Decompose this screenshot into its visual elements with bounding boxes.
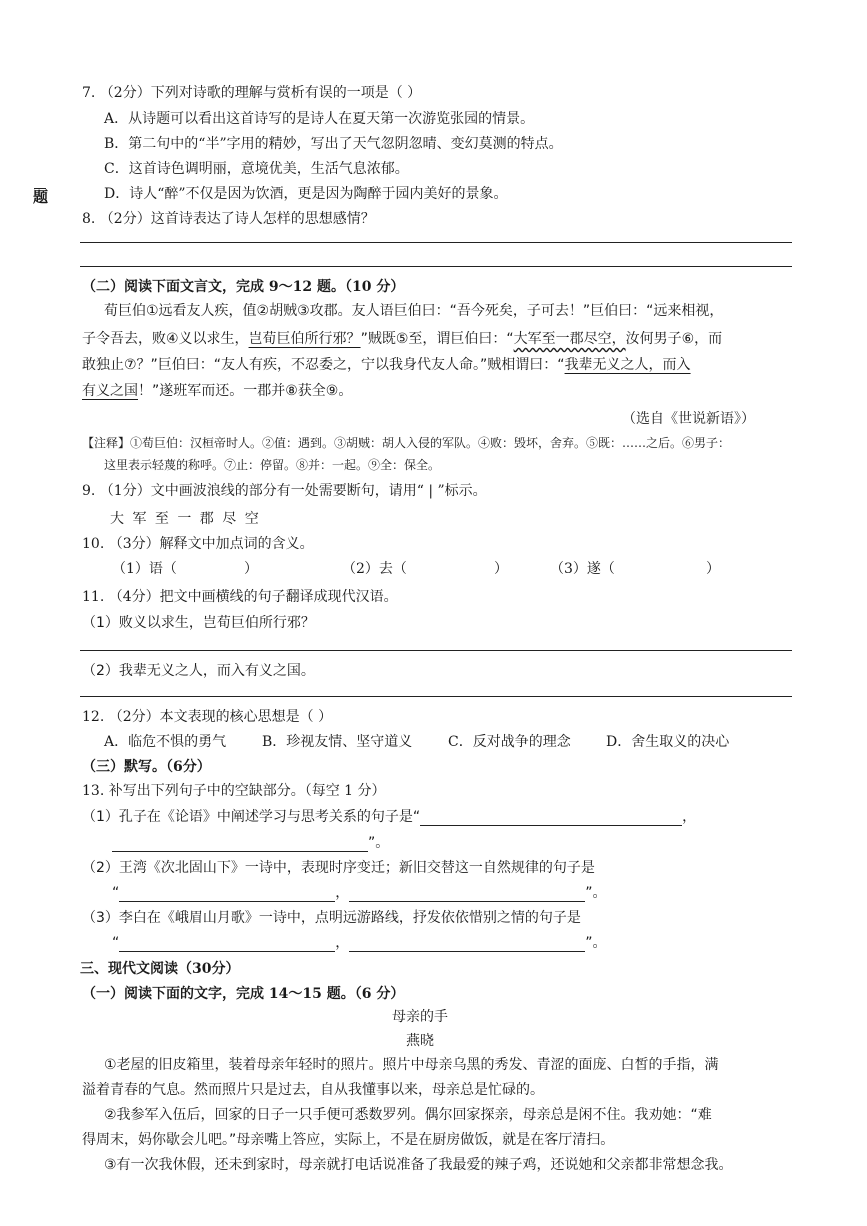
- passage-text: 汝何男子⑥，而: [625, 331, 723, 347]
- passage-text: ！”遂班军而还。一郡并⑧获全⑨。: [138, 383, 353, 399]
- section3-heading: （三）默写。（6分）: [82, 759, 211, 775]
- q13-blank-3[interactable]: [119, 900, 335, 902]
- q12-option-c: C．反对战争的理念: [448, 734, 571, 750]
- underlined-sentence-2b: 有义之国: [82, 383, 138, 399]
- closing-quote: ”。: [368, 835, 390, 851]
- q13-blank-4[interactable]: [349, 900, 585, 902]
- article-p3-line1: ③有一次我休假，还未到家时，母亲就打电话说准备了我最爱的辣子鸡，还说她和父亲都非常想念我。: [104, 1157, 733, 1173]
- article-p2-line2: 得周末，妈你歇会儿吧。”母亲嘴上答应，实际上，不是在厨房做饭，就是在客厅清扫。: [82, 1132, 615, 1148]
- passage-line-2: [82, 328, 722, 348]
- article-p1-line1: ①老屋的旧皮箱里，装着母亲年轻时的照片。照片中母亲乌黑的秀发、青涩的面庞、白皙的手指，满: [104, 1057, 719, 1073]
- comma: ，: [335, 885, 350, 901]
- q10-item-1-close: ）: [244, 561, 258, 577]
- q13-blank-1[interactable]: [420, 824, 682, 826]
- underlined-sentence-2a: 我辈无义之人，而入: [564, 357, 691, 373]
- closing-quote: ”。: [585, 935, 607, 951]
- closing-quote: ”。: [585, 885, 607, 901]
- section2-heading: （二）阅读下面文言文，完成 9～12 题。（10 分）: [82, 279, 405, 295]
- q10-item-2: （2）去（: [342, 561, 407, 577]
- article-author: 燕晓: [406, 1033, 434, 1049]
- passage-line-4: [82, 380, 352, 400]
- q10-item-1: （1）语（: [112, 561, 177, 577]
- passage-line-3: [82, 354, 691, 374]
- part3-heading: 三、现代文阅读（30分）: [80, 961, 240, 977]
- q12-option-b: B．珍视友情、坚守道义: [262, 734, 413, 750]
- article-p2-line1: ②我参军入伍后，回家的日子一只手便可悉数罗列。偶尔回家探亲，母亲总是闲不住。我劝她：“难: [104, 1107, 712, 1123]
- q8-answer-line[interactable]: [80, 242, 792, 243]
- passage-text: ”贼既⑤至，谓巨伯曰：“: [360, 331, 514, 347]
- q10-item-3: （3）遂（: [550, 561, 615, 577]
- q11-answer-line-1[interactable]: [80, 650, 792, 651]
- q11-sentence-1: （1）败义以求生，岂荀巨伯所行邪？: [82, 615, 315, 631]
- q8-stem: 8. （2分）这首诗表达了诗人怎样的思想感情？: [82, 211, 375, 227]
- margin-text: 题: [31, 189, 49, 204]
- q13-blank-2[interactable]: [112, 850, 368, 852]
- q13-item-2: （2）王湾《次北固山下》一诗中，表现时序变迁；新旧交替这一自然规律的句子是: [82, 860, 595, 876]
- q12-option-a: A．临危不惧的勇气: [104, 734, 227, 750]
- side-margin-mark: [30, 188, 51, 204]
- q7-stem: 7. （2分）下列对诗歌的理解与赏析有误的一项是（ ）: [82, 85, 422, 101]
- article-title: 母亲的手: [392, 1009, 448, 1025]
- open-quote: “: [112, 885, 120, 901]
- notes-line-1: 【注释】①荀巨伯：汉桓帝时人。②值：遇到。③胡贼：胡人入侵的军队。④败：毁坏，舍弃。⑤既：……之后。⑥男子：: [82, 436, 731, 450]
- q8-answer-line-2[interactable]: [80, 266, 792, 267]
- underlined-sentence-1b: 岂荀巨伯所行邪？: [248, 331, 361, 347]
- article-p1-line2: 溢着青春的气息。然而照片只是过去，自从我懂事以来，母亲总是忙碌的。: [82, 1082, 544, 1098]
- q11-stem: 11. （4分）把文中画横线的句子翻译成现代汉语。: [82, 589, 398, 605]
- q11-answer-line-2[interactable]: [80, 696, 792, 697]
- q13-blank-6[interactable]: [349, 950, 585, 952]
- comma: ，: [335, 935, 350, 951]
- q13-item-1: [82, 806, 696, 826]
- passage-text: 子令吾去，败④义以求生，: [82, 331, 249, 347]
- q13-item-2-blanks: [112, 882, 607, 902]
- q13-stem: 13. 补写出下列句子中的空缺部分。（每空 1 分）: [82, 783, 386, 799]
- open-quote: “: [112, 935, 120, 951]
- passage-text: 敢独止⑦？”巨伯曰：“友人有疾，不忍委之，宁以我身代友人命。”贼相谓曰：“: [82, 357, 565, 373]
- notes-line-2: 这里表示轻蔑的称呼。⑦止：停留。⑧并：一起。⑨全：保全。: [104, 458, 441, 472]
- source-citation: （选自《世说新语》）: [622, 411, 755, 427]
- q12-option-d: D．舍生取义的决心: [606, 734, 730, 750]
- q13-item-1-cont: [112, 832, 389, 852]
- q9-text: 大 军 至 一 郡 尽 空: [110, 511, 261, 527]
- passage-line-1: 荀巨伯①远看友人疾，值②胡贼③攻郡。友人语巨伯曰：“吾今死矣，子可去！”巨伯曰：“远来相视，: [104, 303, 724, 319]
- q7-option-c: C．这首诗色调明丽，意境优美，生活气息浓郁。: [104, 161, 409, 177]
- q9-stem: 9. （1分）文中画波浪线的部分有一处需要断句，请用“ | ”标示。: [82, 483, 487, 499]
- sub1-heading: （一）阅读下面的文字，完成 14～15 题。（6 分）: [82, 986, 405, 1002]
- q13-item-3: （3）李白在《峨眉山月歌》一诗中，点明远游路线，抒发依依惜别之情的句子是: [82, 910, 581, 926]
- q10-item-3-close: ）: [706, 561, 720, 577]
- q10-stem: 10. （3分）解释文中加点词的含义。: [82, 536, 314, 552]
- q7-option-d: D．诗人“醉”不仅是因为饮酒，更是因为陶醉于园内美好的景象。: [104, 186, 508, 202]
- comma: ，: [682, 809, 697, 825]
- q11-sentence-2: （2）我辈无义之人，而入有义之国。: [82, 663, 315, 679]
- q7-option-b: B．第二句中的“半”字用的精妙，写出了天气忽阴忽晴、变幻莫测的特点。: [104, 136, 563, 152]
- q7-option-a: A．从诗题可以看出这首诗写的是诗人在夏天第一次游览张园的情景。: [104, 111, 535, 127]
- q12-stem: 12. （2分）本文表现的核心思想是（ ）: [82, 709, 333, 725]
- q13-blank-5[interactable]: [119, 950, 335, 952]
- q10-item-2-close: ）: [494, 561, 508, 577]
- wavy-underlined-phrase: 大军至一郡尽空，: [513, 331, 626, 347]
- q13-item-1-text: （1）孔子在《论语》中阐述学习与思考关系的句子是“: [82, 809, 421, 825]
- q13-item-3-blanks: [112, 932, 607, 952]
